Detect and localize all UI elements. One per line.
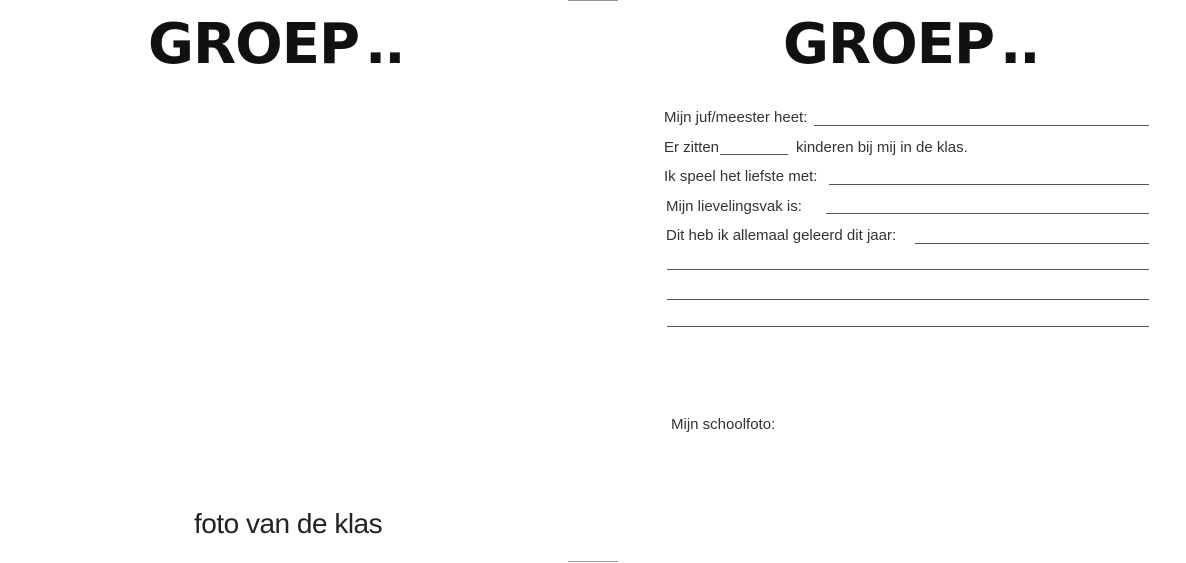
playmate-label: Ik speel het liefste met:	[664, 168, 818, 185]
class-photo-caption: foto van de klas	[194, 508, 383, 539]
left-title-dots: ..	[365, 12, 404, 77]
children-count-prefix: Er zitten	[664, 139, 720, 156]
learned-extra-line-1[interactable]	[667, 269, 1149, 270]
right-page-title	[783, 14, 1039, 76]
teacher-label: Mijn juf/meester heet:	[664, 109, 808, 126]
learned-field	[664, 225, 1149, 247]
playmate-field	[664, 166, 1149, 188]
right-page	[593, 0, 1186, 563]
children-count-answer-line[interactable]	[720, 154, 788, 155]
school-photo-label: Mijn schoolfoto:	[671, 416, 776, 433]
children-count-field	[664, 137, 1149, 159]
learned-extra-line-2[interactable]	[667, 299, 1149, 300]
right-title-text: GROEP	[783, 12, 994, 77]
learned-answer-line[interactable]	[915, 243, 1149, 244]
favorite-subject-label: Mijn lievelingsvak is:	[666, 198, 802, 215]
learned-extra-line-3[interactable]	[667, 326, 1149, 327]
right-title-dots: ..	[1000, 12, 1039, 77]
learned-label: Dit heb ik allemaal geleerd dit jaar:	[666, 227, 897, 244]
left-title-text: GROEP	[148, 12, 359, 77]
children-count-suffix: kinderen bij mij in de klas.	[796, 139, 968, 156]
favorite-subject-field	[664, 196, 1149, 218]
teacher-field	[664, 107, 1149, 129]
favorite-subject-answer-line[interactable]	[826, 213, 1149, 214]
teacher-answer-line[interactable]	[814, 125, 1149, 126]
left-page-title	[148, 14, 404, 76]
playmate-answer-line[interactable]	[829, 184, 1149, 185]
